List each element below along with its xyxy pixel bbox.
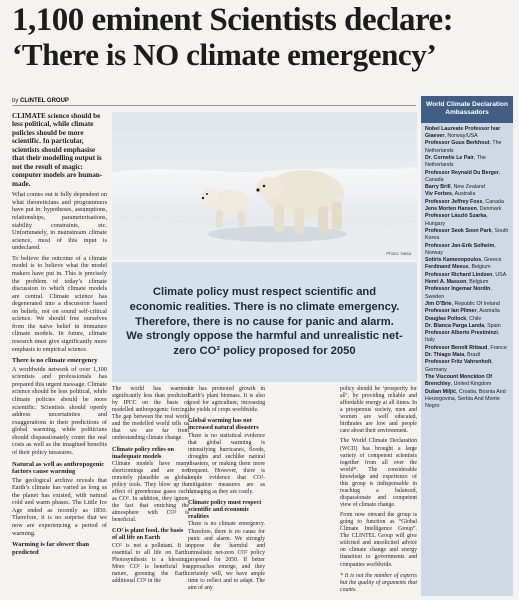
paragraph: The world has warmed significantly less than predicted by IPCC on the basis of modelled anthropogenic forcing. The gap between the real world and the modelled world tells us that we are far from understanding climate change. <box>112 386 189 442</box>
subheading: There is no climate emergency <box>12 357 98 365</box>
paragraph: There is no climate emergency. Therefore, there is no cause for panic and alarm. We strongly oppose the harmful and unrealistic net-zero CO² policy proposed for 2050. If better approaches emerge, and they certainly will, we have ample time to reflect and to adapt. The aim of any <box>188 521 265 591</box>
ambassadors-sidebar <box>421 96 513 596</box>
photo-illustration <box>112 112 417 260</box>
ambassador-entry: Professor Richard Lindzen, USA <box>425 271 507 278</box>
ambassador-country: New Zealand <box>453 184 485 191</box>
paragraph: CO² is not a pollutant. It is essential to all life on Earth. Photosynthesis is a blessing. More CO² is beneficial for nature, greening the Earth: additional CO² in the <box>112 542 189 584</box>
ambassador-name: Professor Reynald Du Berger <box>425 169 499 176</box>
ambassador-country: Canada <box>425 176 444 183</box>
column-2 <box>112 386 189 588</box>
ambassador-entry: The Viscount Monckton Of Brenchley, United Kingdom <box>425 373 492 388</box>
ambassador-country: Belgium <box>469 279 489 286</box>
subheading: Climate policy must respect scientific and economic realities <box>188 499 262 521</box>
ambassador-entry: Professor Fritz Vahrenholt, Germany <box>425 359 493 373</box>
ambassador-name: The Viscount Monckton Of Brenchley <box>425 373 492 388</box>
ambassador-entry: Professor Jan-Erik Solheim, Norway <box>425 242 496 256</box>
column-4 <box>340 386 417 597</box>
ambassador-name: Sotiris Kamenopoulos <box>425 257 482 264</box>
ambassador-entry: Professor Jeffrey Foss, Canada <box>425 198 504 205</box>
lead-paragraph: CLIMATE science should be less political, while climate policies should be more scientific. In particular, scientists should emphasise that their modelling output is not the result of magic: computer models are human-made. <box>12 112 103 188</box>
ambassador-entry: Ferdinand Meeus, Belgium <box>425 264 491 271</box>
ambassador-country: Spain <box>487 322 501 329</box>
ambassador-entry: Professor Ian Plimer, Australia <box>425 308 500 315</box>
divider <box>12 105 416 106</box>
ambassador-country: Greece <box>484 257 502 264</box>
ambassador-country: Canada <box>485 198 504 205</box>
pull-quote-box <box>112 262 417 382</box>
ambassador-name: Viv Forbes <box>425 191 452 198</box>
byline <box>12 98 69 104</box>
ambassador-country: The Netherlands <box>425 155 486 169</box>
ambassador-name: Dušan Miljić <box>425 388 456 395</box>
paragraph: The World Climate Declaration (WCD) has brought a large variety of competent scientists together from all over the world*. The considerable knowledge and experience of this group is indispensable in reaching a balanced, dispassionate and competent view of climate change. <box>340 438 417 508</box>
byline-org: CLINTEL GROUP <box>20 98 69 104</box>
subheading: Warming is far slower than predicted <box>12 541 90 556</box>
headline-line-1: 1,100 eminent Scientists declare: <box>12 2 454 38</box>
ambassador-entry: Professor Ingemar Nordin, Sweden <box>425 286 492 300</box>
ambassador-country: United Kingdom <box>453 381 492 388</box>
ambassador-country: USA <box>495 271 507 278</box>
ambassador-entry: Henri A. Masson, Belgium <box>425 279 489 286</box>
ambassador-name: Jim O’Brie <box>425 300 452 307</box>
photo-credit: Photo: Nasa <box>386 251 411 256</box>
ambassador-name: Professor László Szarka <box>425 213 487 220</box>
paragraph: What comes out is fully dependent on what theoreticians and programmers have put in: hypotheses, assumptions, relationships, parameterisations, stability constraints, etc. Unfortunately, in mainstream climate science, most of this input is undeclared. <box>12 191 107 252</box>
ambassador-name: Dr. Thiago Maia <box>425 352 465 359</box>
left-column <box>12 112 107 557</box>
ambassador-name: Professor Guus Berkhout <box>425 140 490 147</box>
ambassador-name: Professor Alberto Prestininzi <box>425 330 498 337</box>
ambassador-name: Ferdinand Meeus <box>425 264 469 271</box>
ambassador-entry: Barry Brill, New Zealand <box>425 184 485 191</box>
ambassador-entry: Sotiris Kamenopoulos, Greece <box>425 257 502 264</box>
ambassador-entry: Professor Seok Soon Park, South Korea <box>425 227 509 242</box>
ambassador-entry: Professor Benoît Rittaud, France <box>425 344 507 351</box>
headline <box>12 4 512 70</box>
ambassador-name: Professor Ian Plimer <box>425 308 477 315</box>
ambassador-name: Professor Jan-Erik Solheim <box>425 242 495 249</box>
ambassador-name: Jens Morten Hansen <box>425 206 477 213</box>
ambassador-name: Barry Brill <box>425 184 451 191</box>
subheading: Climate policy relies on inadequate models <box>112 445 174 460</box>
ambassador-name: Professor Richard Lindzen <box>425 271 493 278</box>
ambassador-entry: Jim O’Brie, Republic Of Ireland <box>425 300 500 307</box>
ambassador-name: Henri A. Masson <box>425 279 467 286</box>
subheading: CO² is plant food, the basis of all life on Earth <box>112 527 184 542</box>
ambassador-country: Norway/USA <box>447 133 478 140</box>
ambassador-country: Germany <box>425 366 447 373</box>
paragraph: The geological archive reveals that Earth’s climate has varied as long as the planet has existed, with natural cold and warm phases. The Little Ice Age ended as recently as 1850. Therefore, it is no surprise that we now are experiencing a period of warming. <box>12 476 107 537</box>
ambassador-country: Croatia, Bosnia And Herzegovina, Serbia And Monte Negro <box>425 388 506 410</box>
ambassador-name: Professor Ingemar Nordin <box>425 286 491 293</box>
ambassador-country: Italy <box>425 337 435 344</box>
ambassador-list <box>421 123 513 414</box>
ambassador-entry: Douglas Pollock, Chile <box>425 315 482 322</box>
ambassador-country: Australia <box>479 308 500 315</box>
footnote: * It is not the number of experts but the quality of arguments that counts. <box>340 572 417 593</box>
ambassador-entry: Dr. Blanca Parga Landa, Spain <box>425 322 501 329</box>
ambassador-country: Brazil <box>467 352 481 359</box>
headline-line-2: ‘There is NO climate emergency’ <box>12 37 437 72</box>
ambassador-name: Dr. Blanca Parga Landa <box>425 322 485 329</box>
ambassador-entry: Dr. Thiago Maia, Brazil <box>425 352 481 359</box>
ambassador-entry: Professor Alberto Prestininzi, Italy <box>425 330 500 344</box>
polar-bears-photo <box>112 112 417 260</box>
ambassador-country: Chile <box>469 315 482 322</box>
paragraph: air has promoted growth in Earth’s plant biomass. It is also good for agriculture, increasing the yields of crops worldwide. <box>188 386 265 414</box>
paragraph: Climate models have many shortcomings and are not remotely plausible as global policy tools. They blow up the effect of greenhouse gases such as CO². In addition, they ignore the fact that enriching the atmosphere with CO² is beneficial. <box>112 460 189 524</box>
ambassador-name: Dr. Cornelis Le Pair <box>425 155 474 161</box>
ambassador-name: Douglas Pollock <box>425 315 467 322</box>
paragraph: From now onward the group is going to function as “Global Climate Intelligence Group”. The CLINTEL Group will give solicited and unsolicited advice on climate change and energy transition to governments and companies worldwide. <box>340 512 417 568</box>
ambassador-country: Belgium <box>471 264 491 271</box>
ambassador-country: The Netherlands <box>425 140 502 154</box>
paragraph: To believe the outcome of a climate model is to believe what the model makers have put in. This is precisely the problem of today’s climate discussion to which climate models are central. Climate science has degenerated into a discussion based on beliefs, not on sound self-critical science. We should free ourselves from the naive belief in immature climate models. In future, climate research must give significantly more emphasis to empirical science. <box>12 254 107 353</box>
ambassador-entry: Dušan Miljić, Croatia, Bosnia And Herzegovina, Serbia And Monte Negro <box>425 388 506 410</box>
ambassador-country: Hungary <box>425 220 446 227</box>
ambassador-entry: Viv Forbes, Australia <box>425 191 476 198</box>
ambassador-entry: Professor Guus Berkhout, The Netherlands <box>425 140 502 154</box>
ambassador-name: Professor Fritz Vahrenholt <box>425 359 492 366</box>
ambassador-entry: Professor László Szarka, Hungary <box>425 213 488 227</box>
subheading: Global warming has not increased natural disasters <box>188 417 259 432</box>
ambassador-name: Professor Benoît Rittaud <box>425 344 488 351</box>
ambassador-name: Professor Jeffrey Foss <box>425 198 483 205</box>
ambassador-name: Professor Seok Soon Park <box>425 227 492 234</box>
ambassador-entry: Professor Reynald Du Berger, Canada <box>425 169 501 183</box>
paragraph: There is no statistical evidence that global warming is intensifying hurricanes, floods, droughts and suchlike natural disasters, or making them more frequent. However, there is ample evidence that CO²-mitigation measures are as damaging as they are costly. <box>188 432 265 495</box>
byline-prefix: by <box>12 98 19 104</box>
ambassador-country: Norway <box>425 249 443 256</box>
paragraph: A worldwide network of over 1,100 scientists and professionals has prepared this urgent message. Climate science should be less political, while climate policies should be more scientific. Scientists should openly address uncertainties and exaggerations in their predictions of global warming, while politicians should dispassionately count the real costs as well as the imagined benefits of their policy measures. <box>12 365 107 456</box>
column-3 <box>188 386 265 595</box>
ambassador-country: Sweden <box>425 293 445 300</box>
ambassador-entry: Nobel Laureate Professor Ivar Giaever, Norway/USA <box>425 125 501 140</box>
subheading: Natural as well as anthropogenic factors cause warming <box>12 460 105 476</box>
ambassador-country: Denmark <box>479 206 502 213</box>
ambassador-country: South Korea <box>425 227 509 242</box>
ambassador-country: Republic Of Ireland <box>454 300 500 307</box>
sidebar-title: World Climate Declaration Ambassadors <box>421 96 513 123</box>
ambassador-entry: Jens Morten Hansen, Denmark <box>425 206 502 213</box>
ambassador-country: Australia <box>454 191 476 198</box>
ambassador-name: Nobel Laureate Professor Ivar Giaever <box>425 125 501 140</box>
paragraph: policy should be ‘prosperity for all’, by providing reliable and affordable energy at all times. In a prosperous society, men and women are well educated, birthrates are low and people care about their environment. <box>340 386 417 435</box>
ambassador-entry: Dr. Cornelis Le Pair, The Netherlands <box>425 155 486 169</box>
ambassador-country: France <box>490 344 507 351</box>
pull-quote: Climate policy must respect scientific and economic realities. There is no climate emergency. Therefore, there is no cause for panic and alarm. We strongly oppose the harmful and unrealistic net-zero CO² policy proposed for 2050 <box>126 286 403 358</box>
